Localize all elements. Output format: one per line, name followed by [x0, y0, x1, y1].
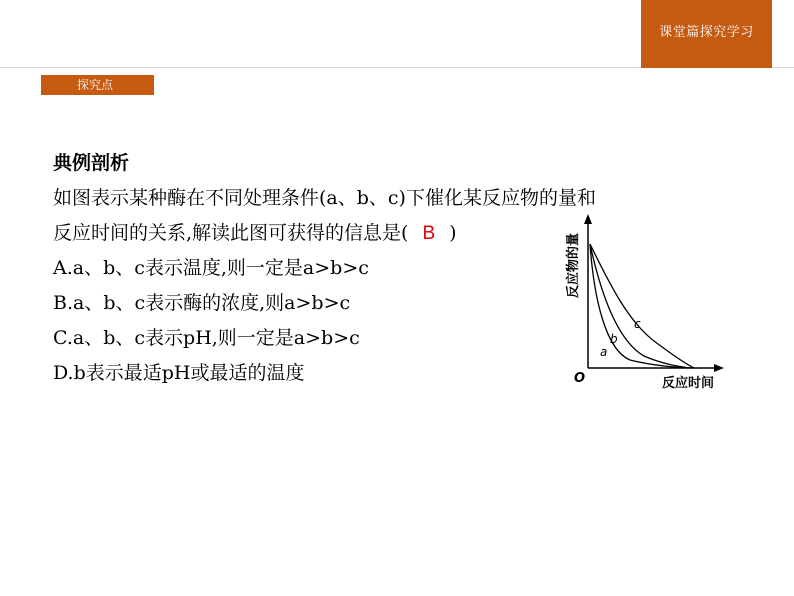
curve-label-a: a: [600, 345, 608, 359]
stem-line2-before: 反应时间的关系,解读此图可获得的信息是(: [53, 222, 409, 244]
y-axis-label: 反应物的量: [566, 232, 581, 298]
x-axis-label: 反应时间: [662, 376, 715, 391]
option-b[interactable]: B.a、b、c表示酶的浓度,则a>b>c: [53, 292, 351, 314]
origin-label: O: [574, 371, 586, 386]
option-c[interactable]: C.a、b、c表示pH,则一定是a>b>c: [53, 327, 360, 349]
curve-label-c: c: [634, 317, 641, 331]
point-label: 探究点: [41, 75, 154, 95]
question-heading: 典例剖析: [53, 152, 130, 174]
y-axis-arrow: [584, 214, 592, 224]
question-stem-line1: 如图表示某种酶在不同处理条件(a、b、c)下催化某反应物的量和: [53, 187, 596, 209]
x-axis-arrow: [714, 364, 724, 372]
option-d[interactable]: D.b表示最适pH或最适的温度: [53, 362, 305, 384]
option-a[interactable]: A.a、b、c表示温度,则一定是a>b>c: [53, 257, 369, 279]
answer-text: B: [422, 223, 436, 244]
reaction-graph: [560, 210, 735, 400]
curve-label-b: b: [610, 332, 618, 346]
section-title-tab[interactable]: 课堂篇探究学习: [641, 0, 772, 68]
stem-line2-after: ): [449, 222, 457, 244]
